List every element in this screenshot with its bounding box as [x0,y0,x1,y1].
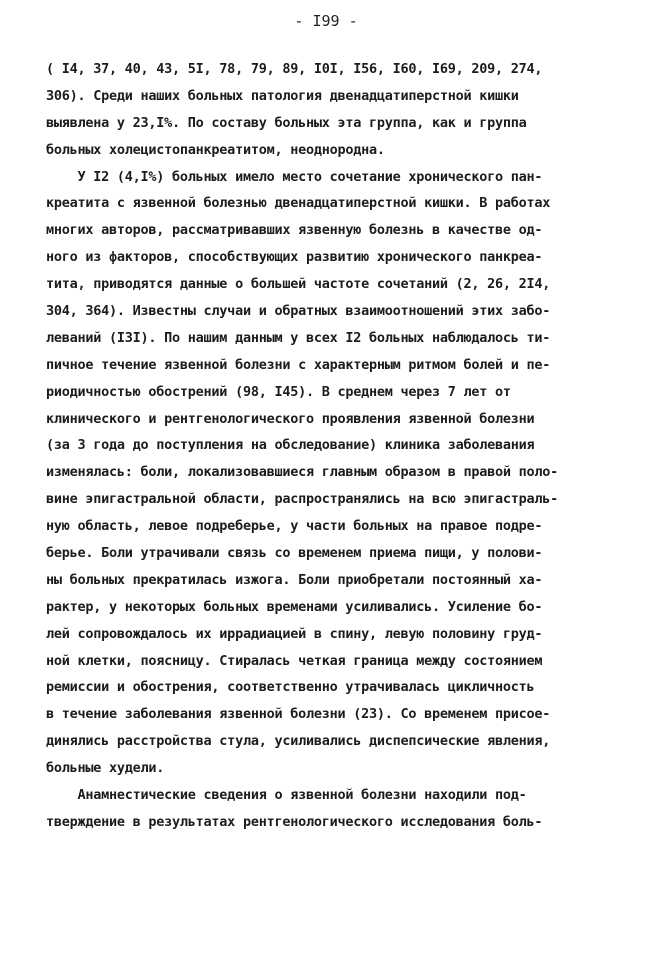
text-line: клинического и рентгенологического проявления язвенной болезни [46,410,535,427]
text-line: (за 3 года до поступления на обследование) клиника заболевания [46,437,535,454]
text-line: лей сопровождалось их иррадиацией в спину, левую половину груд- [46,625,543,642]
text-line: риодичностью обострений (98, I45). В среднем через 7 лет от [46,383,511,400]
text-line: в течение заболевания язвенной болезни (23). Со временем присое- [46,706,551,723]
text-line: Анамнестические сведения о язвенной болезни находили под- [46,787,527,804]
text-line: ( I4, 37, 40, 43, 5I, 78, 79, 89, I0I, I56, I60, I69, 209, 274, [46,61,543,77]
text-line: ную область, левое подреберье, у части больных на правое подре- [46,518,543,535]
page-number: - I99 - [294,12,358,30]
text-line: леваний (I3I). По нашим данным у всех I2 больных наблюдалось ти- [46,329,551,346]
text-line: больные худели. [46,760,165,777]
text-line: многих авторов, рассматривавших язвенную болезнь в качестве од- [46,222,543,239]
text-line: креатита с язвенной болезнью двенадцатиперстной кишки. В работах [46,195,551,212]
text-line: больных холецистопанкреатитом, неоднородна. [46,141,385,158]
text-line: изменялась: боли, локализовавшиеся главным образом в правой поло- [46,464,559,481]
text-line: динялись расстройства стула, усиливались диспепсические явления, [46,733,551,750]
text-line: 306). Среди наших больных патология двенадцатиперстной кишки [46,87,519,104]
text-line: тверждение в результатах рентгенологического исследования боль- [46,813,543,830]
text-line: ремиссии и обострения, соответственно утрачивалась цикличность [46,679,535,696]
text-line: ной клетки, поясницу. Стиралась четкая граница между состоянием [46,652,543,669]
text-line: рактер, у некоторых больных временами усиливались. Усиление бо- [46,598,543,615]
text-line: вине эпигастральной области, распространялись на всю эпигастраль- [46,491,559,508]
text-line: ного из факторов, способствующих развитию хронического панкреа- [46,249,543,266]
text-line: 304, 364). Известны случаи и обратных взаимоотношений этих забо- [46,303,551,320]
text-line: тита, приводятся данные о большей частоте сочетаний (2, 26, 2I4, [46,276,551,293]
body-text [46,56,626,836]
text-line: берье. Боли утрачивали связь со временем приема пищи, у полови- [46,545,543,562]
text-line: выявлена у 23,I%. По составу больных эта группа, как и группа [46,114,527,131]
text-line: У I2 (4,I%) больных имело место сочетание хронического пан- [46,168,543,185]
text-line: ны больных прекратилась изжога. Боли приобретали постоянный ха- [46,571,543,588]
text-line: пичное течение язвенной болезни с характерным ритмом болей и пе- [46,356,551,373]
